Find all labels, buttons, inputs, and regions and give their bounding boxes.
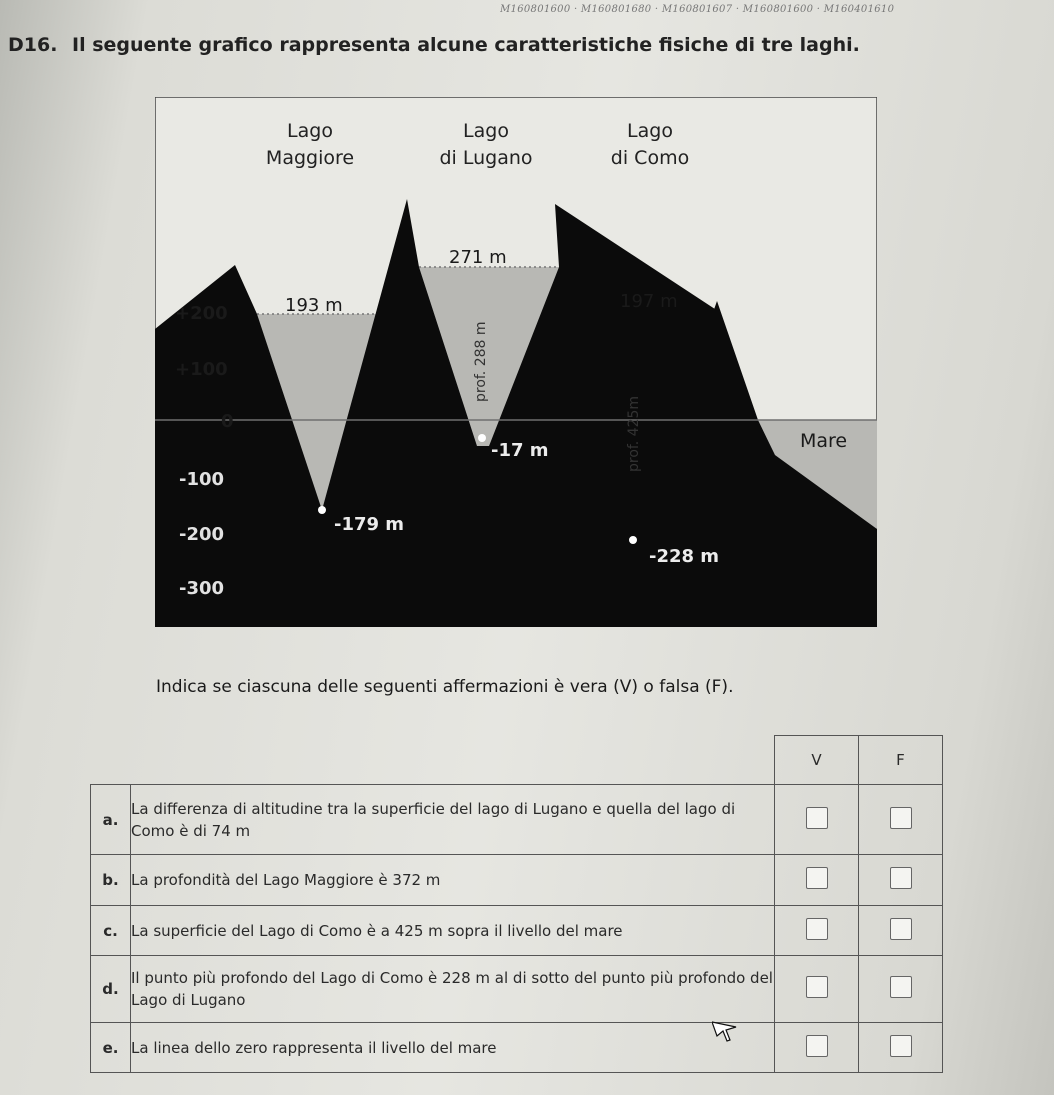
axis-label-plus-100: +100 (175, 359, 228, 380)
bottom-point-lugano (478, 434, 486, 442)
depth-label-como: prof. 425m (626, 395, 642, 472)
header-codes: M160801600 · M160801680 · M160801607 · M160801600 · M160401610 (500, 4, 895, 15)
lakes-diagram-svg (155, 97, 877, 627)
lake-name-maggiore-2: Maggiore (265, 147, 355, 169)
bottom-label-lugano: -17 m (491, 440, 549, 461)
false-checkbox-e[interactable] (890, 1035, 912, 1057)
true-false-table (90, 735, 943, 1073)
false-cell (859, 855, 943, 906)
bottom-label-maggiore: -179 m (334, 514, 405, 535)
instruction-text: Indica se ciascuna delle seguenti affermazioni è vera (V) o falsa (F). (156, 677, 734, 697)
true-cell (775, 1023, 859, 1073)
row-letter: c. (91, 906, 131, 956)
question-text: Il seguente grafico rappresenta alcune caratteristiche fisiche di tre laghi. (72, 34, 860, 56)
true-checkbox-c[interactable] (806, 918, 828, 940)
table-row (91, 1023, 943, 1073)
statement-text: Il punto più profondo del Lago di Como è 228 m al di sotto del punto più profondo del Lago di Lugano (131, 956, 775, 1023)
axis-label-zero: 0 (221, 411, 234, 432)
table-row (91, 956, 943, 1023)
axis-label-minus-300: -300 (179, 578, 225, 599)
lake-name-como-1: Lago (627, 120, 673, 142)
false-checkbox-c[interactable] (890, 918, 912, 940)
row-letter: b. (91, 855, 131, 906)
statement-text: La linea dello zero rappresenta il livello del mare (131, 1023, 775, 1073)
lake-name-lugano-2: di Lugano (439, 147, 533, 169)
axis-label-minus-100: -100 (179, 469, 225, 490)
false-cell (859, 785, 943, 855)
true-checkbox-b[interactable] (806, 867, 828, 889)
depth-label-lugano: prof. 288 m (473, 321, 489, 402)
table-row (91, 785, 943, 855)
surface-label-lugano: 271 m (449, 247, 507, 268)
false-cell (859, 1023, 943, 1073)
table-header-row (91, 736, 943, 785)
bottom-point-como (629, 536, 637, 544)
column-header-true: V (775, 736, 859, 785)
true-checkbox-e[interactable] (806, 1035, 828, 1057)
true-checkbox-d[interactable] (806, 976, 828, 998)
table-row (91, 855, 943, 906)
true-cell (775, 785, 859, 855)
false-checkbox-b[interactable] (890, 867, 912, 889)
false-checkbox-d[interactable] (890, 976, 912, 998)
bottom-point-maggiore (318, 506, 326, 514)
true-cell (775, 855, 859, 906)
row-letter: e. (91, 1023, 131, 1073)
statement-text: La superficie del Lago di Como è a 425 m sopra il livello del mare (131, 906, 775, 956)
true-cell (775, 906, 859, 956)
sea-label: Mare (800, 430, 848, 452)
column-header-false: F (859, 736, 943, 785)
row-letter: a. (91, 785, 131, 855)
statement-text: La differenza di altitudine tra la superficie del lago di Lugano e quella del lago di Como è di 74 m (131, 785, 775, 855)
lake-name-lugano-1: Lago (463, 120, 509, 142)
false-cell (859, 956, 943, 1023)
table-row (91, 906, 943, 956)
statement-text: La profondità del Lago Maggiore è 372 m (131, 855, 775, 906)
row-letter: d. (91, 956, 131, 1023)
lake-name-maggiore-1: Lago (287, 120, 333, 142)
surface-label-maggiore: 193 m (285, 295, 343, 316)
surface-label-como: 197 m (620, 291, 678, 312)
lakes-diagram (155, 97, 877, 627)
false-checkbox-a[interactable] (890, 807, 912, 829)
axis-label-minus-200: -200 (179, 524, 225, 545)
table-header-blank (91, 736, 775, 785)
true-cell (775, 956, 859, 1023)
lake-name-como-2: di Como (610, 147, 690, 169)
question-number: D16. (8, 34, 58, 56)
false-cell (859, 906, 943, 956)
bottom-label-como: -228 m (649, 546, 720, 567)
axis-label-plus-200: +200 (175, 303, 228, 324)
true-checkbox-a[interactable] (806, 807, 828, 829)
